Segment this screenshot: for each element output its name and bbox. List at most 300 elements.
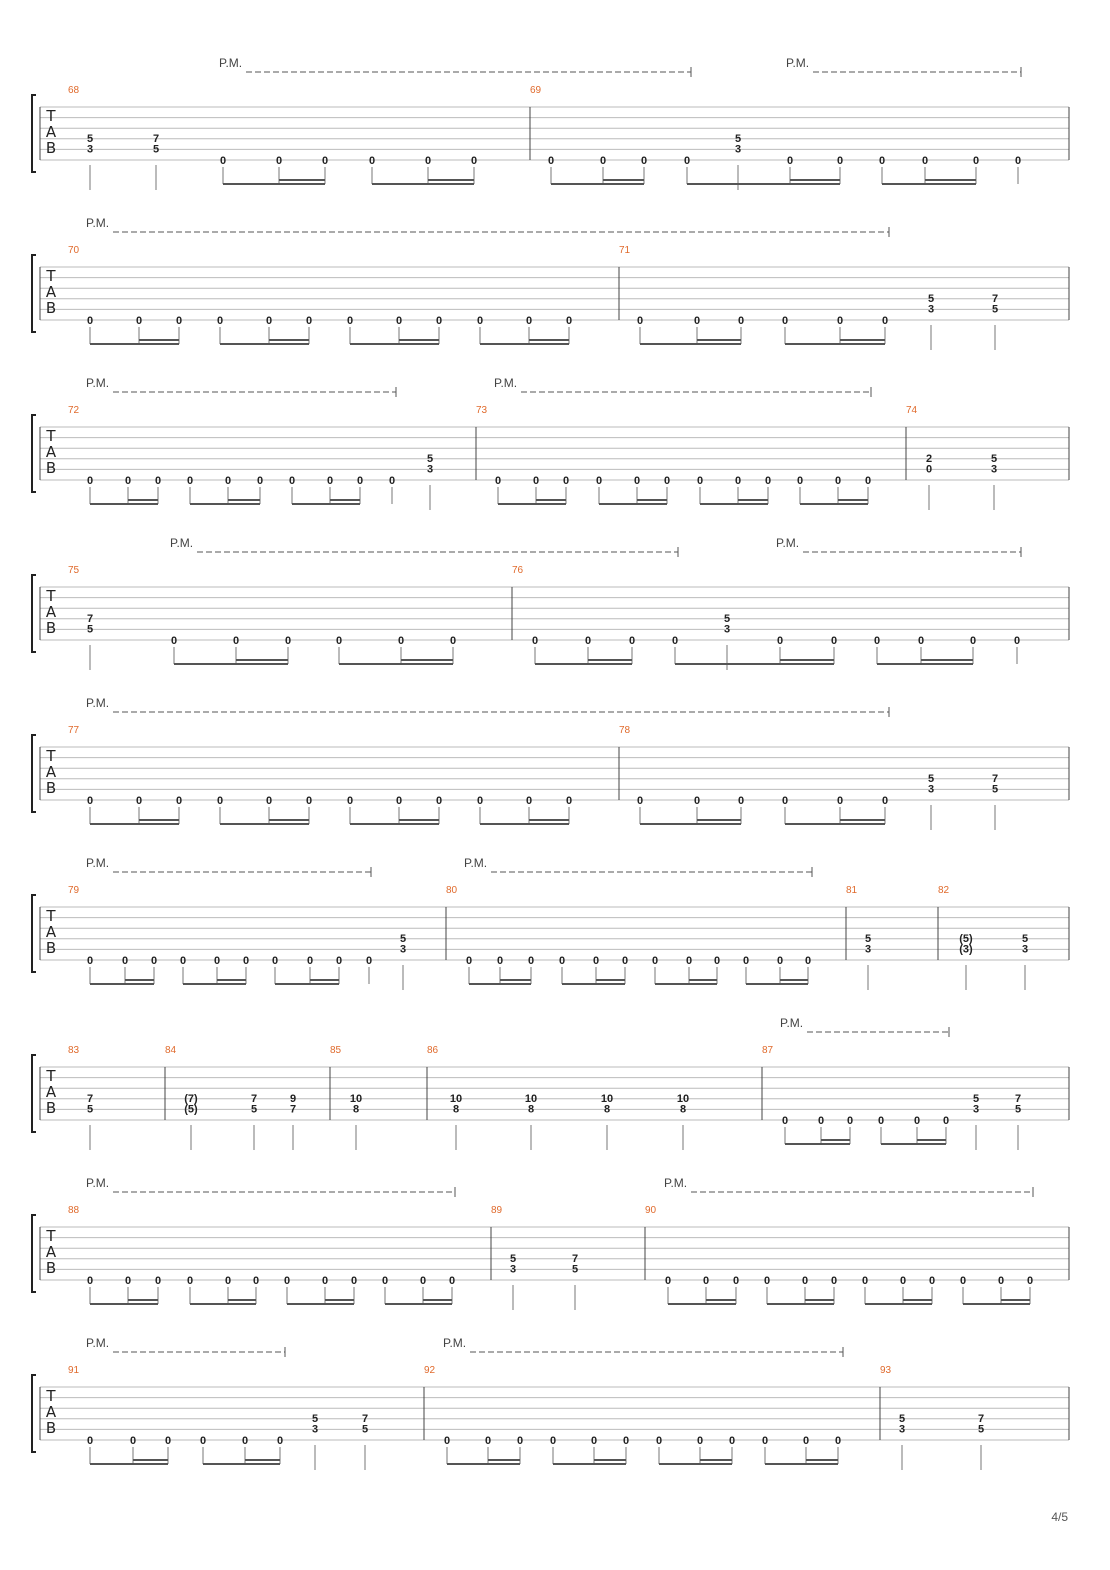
fret-number: 0 [861,1275,869,1287]
fret-number: 0 [761,1435,769,1447]
fret-number: 5 [723,612,731,625]
fret-number: 0 [86,1435,94,1447]
fret-number: 0 [633,475,641,487]
fret-number: 5 [898,1412,906,1425]
fret-number: 0 [494,475,502,487]
fret-number: 0 [335,955,343,967]
fret-number: 0 [702,1275,710,1287]
fret-number: 0 [496,955,504,967]
tab-letter-t: T [46,907,56,925]
bar-number: 76 [512,565,524,576]
fret-number: 0 [655,1435,663,1447]
tab-letter-b: B [45,1099,57,1117]
fret-number: (7) [184,1092,198,1105]
fret-number: 0 [465,955,473,967]
tab-letter-t: T [46,747,56,765]
fret-number: 0 [305,315,313,327]
fret-number: 0 [276,1435,284,1447]
fret-number: 5 [152,143,160,156]
fret-number: 0 [565,315,573,327]
fret-number: 0 [213,955,221,967]
tab-letter-b: B [45,779,57,797]
tab-system [32,216,1069,350]
fret-number: 0 [346,795,354,807]
fret-number: 0 [395,795,403,807]
tab-letter-a: A [45,283,57,301]
fret-number: (5) [184,1103,198,1116]
bar-number: 92 [424,1365,436,1376]
fret-number: 0 [381,1275,389,1287]
fret-number: 0 [448,1275,456,1287]
fret-number: 0 [913,1115,921,1127]
bar-number: 86 [427,1045,439,1056]
fret-number: 0 [199,1435,207,1447]
fret-number: 3 [898,1423,906,1436]
palm-mute-label: P.M. [86,1336,110,1350]
fret-number: 0 [565,795,573,807]
tab-letter-a: A [45,603,57,621]
tab-system [32,1016,1069,1150]
fret-number: 0 [321,155,329,167]
tab-letter-t: T [46,1387,56,1405]
fret-number: 5 [426,452,434,465]
fret-number: 3 [972,1103,980,1116]
fret-number: 0 [873,635,881,647]
fret-number: 0 [734,475,742,487]
tab-system [32,376,1069,510]
fret-number: 0 [443,1435,451,1447]
fret-number: 0 [232,635,240,647]
fret-number: 0 [959,1275,967,1287]
palm-mute-label: P.M. [86,696,110,710]
fret-number: 0 [972,155,980,167]
fret-number: 0 [435,315,443,327]
fret-number: 0 [484,1435,492,1447]
fret-number: 3 [864,943,872,956]
bar-number: 73 [476,405,488,416]
bar-number: 70 [68,245,80,256]
fret-number: 0 [135,315,143,327]
fret-number: 3 [311,1423,319,1436]
palm-mute-label: P.M. [86,376,110,390]
fret-number: 0 [321,1275,329,1287]
fret-number: 0 [685,955,693,967]
system-bracket [32,415,36,492]
bar-number: 78 [619,725,631,736]
fret-number: 0 [283,1275,291,1287]
fret-number: 5 [927,772,935,785]
system-bracket [32,895,36,972]
fret-number: 0 [1013,635,1021,647]
fret-number: 0 [326,475,334,487]
fret-number: 0 [175,795,183,807]
fret-number: 5 [86,132,94,145]
fret-number: 8 [679,1103,687,1116]
fret-number: 0 [525,315,533,327]
fret-number: 0 [86,795,94,807]
fret-number: 7 [152,132,160,145]
tab-letter-b: B [45,139,57,157]
fret-number: 0 [306,955,314,967]
fret-number: 0 [834,1435,842,1447]
bar-number: 90 [645,1205,657,1216]
fret-number: 3 [990,463,998,476]
fret-number: 3 [426,463,434,476]
bar-number: 79 [68,885,80,896]
palm-mute-label: P.M. [219,56,243,70]
fret-number: 5 [399,932,407,945]
fret-number: 0 [284,635,292,647]
fret-number: 0 [154,475,162,487]
bar-number: 87 [762,1045,774,1056]
fret-number: 0 [628,635,636,647]
fret-number: 5 [86,1103,94,1116]
fret-number: 0 [836,155,844,167]
fret-number: 0 [781,315,789,327]
fret-number: 0 [241,1435,249,1447]
bar-number: 80 [446,885,458,896]
bar-number: 82 [938,885,950,896]
fret-number: 0 [424,155,432,167]
fret-number: 5 [509,1252,517,1265]
tab-letter-a: A [45,923,57,941]
fret-number: 8 [352,1103,360,1116]
fret-number: 0 [186,475,194,487]
fret-number: 0 [419,1275,427,1287]
fret-number: 0 [164,1435,172,1447]
fret-number: 0 [651,955,659,967]
fret-number: 3 [509,1263,517,1276]
fret-number: 0 [899,1275,907,1287]
system-bracket [32,1055,36,1132]
fret-number: 5 [571,1263,579,1276]
palm-mute-label: P.M. [776,536,800,550]
fret-number: 0 [288,475,296,487]
fret-number: 5 [1014,1103,1022,1116]
fret-number: 0 [742,955,750,967]
fret-number: 0 [804,955,812,967]
fret-number: 0 [224,1275,232,1287]
bar-number: 77 [68,725,80,736]
fret-number: 0 [801,1275,809,1287]
fret-number: 0 [969,635,977,647]
fret-number: 10 [449,1092,463,1105]
palm-mute-label: P.M. [786,56,810,70]
fret-number: 0 [737,795,745,807]
fret-number: 2 [925,452,933,465]
fret-number: 0 [356,475,364,487]
fret-number: 0 [549,1435,557,1447]
palm-mute-label: P.M. [780,1016,804,1030]
fret-number: 0 [1014,155,1022,167]
tab-letter-a: A [45,1083,57,1101]
bar-number: 84 [165,1045,177,1056]
fret-number: 3 [399,943,407,956]
tab-letter-t: T [46,1067,56,1085]
system-bracket [32,1375,36,1452]
fret-number: 7 [289,1103,297,1116]
tab-system [32,1336,1069,1470]
fret-number: 0 [388,475,396,487]
tab-letter-a: A [45,763,57,781]
fret-number: 0 [764,475,772,487]
fret-number: 0 [525,795,533,807]
fret-number: 0 [683,155,691,167]
fret-number: 0 [881,795,889,807]
fret-number: 3 [1021,943,1029,956]
fret-number: 0 [925,463,933,476]
fret-number: 0 [590,1435,598,1447]
fret-number: 0 [728,1435,736,1447]
fret-number: 5 [990,452,998,465]
fret-number: 0 [830,1275,838,1287]
fret-number: 0 [531,635,539,647]
fret-number: 0 [595,475,603,487]
fret-number: 7 [250,1092,258,1105]
fret-number: 7 [86,612,94,625]
bar-number: 91 [68,1365,80,1376]
bar-number: 68 [68,85,80,96]
fret-number: 7 [571,1252,579,1265]
fret-number: 0 [532,475,540,487]
fret-number: 0 [150,955,158,967]
bar-number: 85 [330,1045,342,1056]
palm-mute-label: P.M. [464,856,488,870]
fret-number: 0 [693,795,701,807]
tab-system [32,56,1069,190]
fret-number: 5 [927,292,935,305]
fret-number: 0 [86,1275,94,1287]
fret-number: 0 [836,315,844,327]
fret-number: 5 [311,1412,319,1425]
bar-number: 89 [491,1205,503,1216]
fret-number: 10 [676,1092,690,1105]
fret-number: 10 [349,1092,363,1105]
fret-number: 5 [250,1103,258,1116]
fret-number: 0 [186,1275,194,1287]
fret-number: 0 [275,155,283,167]
tab-system [32,856,1069,990]
fret-number: 0 [592,955,600,967]
palm-mute-label: P.M. [86,216,110,230]
tab-letter-b: B [45,299,57,317]
system-bracket [32,1215,36,1292]
fret-number: 0 [86,315,94,327]
fret-number: 10 [524,1092,538,1105]
fret-number: 5 [991,303,999,316]
fret-number: 0 [671,635,679,647]
fret-number: 0 [368,155,376,167]
tab-letter-t: T [46,267,56,285]
fret-number: 7 [977,1412,985,1425]
tab-letter-t: T [46,107,56,125]
tab-system [32,696,1069,830]
system-bracket [32,95,36,172]
fret-number: 0 [796,475,804,487]
fret-number: 0 [942,1115,950,1127]
tab-letter-b: B [45,939,57,957]
system-bracket [32,575,36,652]
fret-number: 8 [527,1103,535,1116]
fret-number: 0 [449,635,457,647]
fret-number: 0 [817,1115,825,1127]
fret-number: 7 [361,1412,369,1425]
fret-number: 0 [640,155,648,167]
fret-number: 0 [693,315,701,327]
fret-number: 0 [802,1435,810,1447]
fret-number: (3) [959,943,973,956]
tab-letter-a: A [45,123,57,141]
tab-system [32,1176,1069,1310]
palm-mute-label: P.M. [86,1176,110,1190]
fret-number: 0 [124,1275,132,1287]
fret-number: 0 [124,475,132,487]
fret-number: 0 [622,1435,630,1447]
fret-number: 7 [86,1092,94,1105]
system-bracket [32,735,36,812]
tab-letter-b: B [45,1259,57,1277]
fret-number: 0 [621,955,629,967]
fret-number: 0 [836,795,844,807]
fret-number: 0 [776,635,784,647]
fret-number: 0 [216,315,224,327]
fret-number: 0 [834,475,842,487]
fret-number: 5 [972,1092,980,1105]
fret-number: 0 [175,315,183,327]
page-number: 4/5 [1051,1510,1068,1524]
fret-number: 7 [991,292,999,305]
fret-number: 0 [713,955,721,967]
fret-number: 0 [252,1275,260,1287]
fret-number: 0 [781,1115,789,1127]
fret-number: 7 [1014,1092,1022,1105]
fret-number: 0 [154,1275,162,1287]
fret-number: 0 [846,1115,854,1127]
fret-number: 0 [864,475,872,487]
tab-letter-t: T [46,427,56,445]
fret-number: 5 [361,1423,369,1436]
fret-number: 5 [86,623,94,636]
fret-number: 0 [350,1275,358,1287]
fret-number: 0 [636,795,644,807]
fret-number: 0 [881,315,889,327]
fret-number: 0 [763,1275,771,1287]
fret-number: 0 [242,955,250,967]
fret-number: 3 [927,303,935,316]
fret-number: 0 [265,795,273,807]
fret-number: 0 [527,955,535,967]
fret-number: 5 [977,1423,985,1436]
fret-number: 0 [928,1275,936,1287]
tab-letter-b: B [45,1419,57,1437]
fret-number: 0 [921,155,929,167]
bar-number: 83 [68,1045,80,1056]
fret-number: 9 [289,1092,297,1105]
palm-mute-label: P.M. [443,1336,467,1350]
fret-number: 0 [737,315,745,327]
fret-number: 7 [991,772,999,785]
fret-number: 0 [584,635,592,647]
bar-number: 75 [68,565,80,576]
tab-system [32,536,1069,670]
fret-number: 0 [732,1275,740,1287]
tab-letter-a: A [45,1403,57,1421]
fret-number: 0 [547,155,555,167]
fret-number: 0 [397,635,405,647]
fret-number: 0 [516,1435,524,1447]
bar-number: 71 [619,245,631,256]
palm-mute-label: P.M. [664,1176,688,1190]
tab-letter-t: T [46,587,56,605]
tab-letter-t: T [46,1227,56,1245]
fret-number: 0 [877,1115,885,1127]
fret-number: 0 [562,475,570,487]
fret-number: 0 [664,1275,672,1287]
fret-number: 0 [435,795,443,807]
fret-number: 0 [696,1435,704,1447]
fret-number: 0 [395,315,403,327]
tab-letter-b: B [45,459,57,477]
tab-letter-b: B [45,619,57,637]
fret-number: 0 [558,955,566,967]
fret-number: 0 [476,315,484,327]
fret-number: 10 [600,1092,614,1105]
fret-number: 0 [121,955,129,967]
fret-number: 0 [878,155,886,167]
fret-number: 0 [224,475,232,487]
bar-number: 69 [530,85,542,96]
fret-number: 5 [1021,932,1029,945]
fret-number: 0 [599,155,607,167]
fret-number: 3 [86,143,94,156]
fret-number: 3 [723,623,731,636]
fret-number: 0 [265,315,273,327]
fret-number: 0 [663,475,671,487]
fret-number: 0 [135,795,143,807]
fret-number: 0 [179,955,187,967]
fret-number: 5 [734,132,742,145]
fret-number: 0 [696,475,704,487]
tab-letter-a: A [45,443,57,461]
fret-number: 0 [170,635,178,647]
bar-number: 72 [68,405,80,416]
fret-number: 0 [1026,1275,1034,1287]
fret-number: 0 [86,955,94,967]
fret-number: 0 [271,955,279,967]
fret-number: 8 [452,1103,460,1116]
palm-mute-label: P.M. [86,856,110,870]
fret-number: 0 [776,955,784,967]
fret-number: 0 [305,795,313,807]
fret-number: (5) [959,932,973,945]
fret-number: 0 [997,1275,1005,1287]
fret-number: 0 [781,795,789,807]
fret-number: 5 [991,783,999,796]
fret-number: 0 [470,155,478,167]
bar-number: 88 [68,1205,80,1216]
palm-mute-label: P.M. [170,536,194,550]
fret-number: 3 [734,143,742,156]
fret-number: 0 [335,635,343,647]
fret-number: 0 [216,795,224,807]
fret-number: 0 [219,155,227,167]
system-bracket [32,255,36,332]
bar-number: 93 [880,1365,892,1376]
fret-number: 0 [917,635,925,647]
fret-number: 3 [927,783,935,796]
fret-number: 0 [256,475,264,487]
fret-number: 0 [830,635,838,647]
